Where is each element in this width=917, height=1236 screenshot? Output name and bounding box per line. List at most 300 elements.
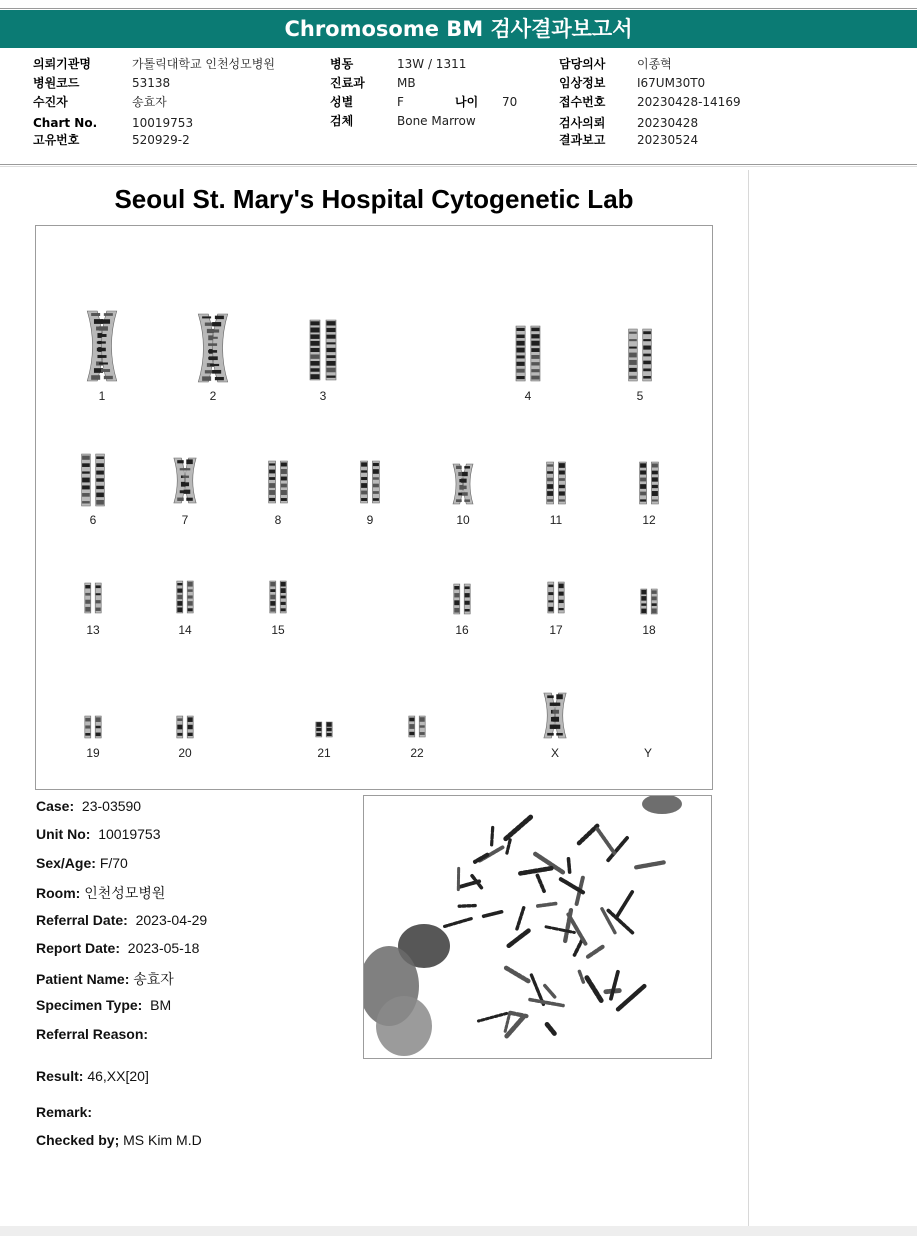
metaphase-chromosome (546, 927, 574, 933)
metaphase-chromosome (478, 1013, 506, 1021)
chromosome (547, 462, 554, 504)
chromosome-band (531, 355, 539, 359)
metaphase-chromosome (537, 904, 555, 906)
chromosome (555, 693, 566, 738)
metaphase-chromosome (530, 1000, 563, 1006)
chromosome-label-20: 20 (178, 746, 192, 760)
chromosome-band (373, 484, 379, 488)
metaphase-chromosome (579, 971, 584, 984)
chromosome-band (517, 369, 525, 373)
chromosome-band (209, 337, 218, 339)
top-rule (0, 8, 917, 9)
chromosome-band (101, 319, 110, 324)
room-row (36, 883, 165, 903)
chromosome-band (327, 722, 332, 727)
chromosome-band (311, 334, 320, 338)
chromosome-band (98, 334, 107, 337)
right-margin-rule (748, 170, 749, 1226)
chromosome-band (209, 356, 218, 360)
label-clinical-info: 임상정보 (559, 76, 606, 90)
specimen-type-row (36, 997, 171, 1013)
chromosome (372, 461, 379, 503)
chromosome-band (104, 376, 113, 379)
chromosome (463, 464, 473, 504)
chromosome-band (188, 589, 193, 592)
label-sex: 성별 (330, 95, 354, 109)
chromosome-band (641, 603, 646, 605)
chromosome-band (640, 478, 646, 482)
label-request-date: 검사의뢰 (559, 116, 606, 130)
value-department: MB (397, 76, 416, 90)
chromosome-pair-14 (177, 581, 193, 613)
metaphase-chromosome (568, 914, 585, 943)
chromosome (269, 461, 276, 503)
chromosome-band (82, 493, 90, 497)
chromosome-band (97, 348, 106, 352)
chromosome-band (85, 718, 90, 722)
chromosome (361, 461, 368, 503)
result-row (36, 1068, 149, 1084)
chromosome-band (559, 463, 565, 468)
chromosome-band (547, 695, 554, 698)
chromosome-band (98, 355, 107, 358)
chromosome-band (640, 484, 646, 489)
label-hospital-code: 병원코드 (33, 76, 80, 90)
chromosome-band (640, 470, 646, 474)
metaphase-chromosome (507, 840, 510, 853)
value-unique-id: 520929-2 (132, 133, 190, 147)
chromosome-band (547, 478, 553, 482)
chromosome-band (281, 463, 287, 467)
case-row (36, 798, 141, 814)
value-accession-no: 20230428-14169 (637, 95, 741, 109)
footer-bar (0, 1226, 917, 1236)
chromosome-band (629, 360, 637, 365)
metaphase-chromosome (597, 829, 614, 853)
chromosome-band (177, 733, 182, 736)
chromosome-band (559, 584, 564, 589)
referral-date-row (36, 912, 207, 928)
chromosome-pair-12 (640, 462, 659, 504)
chromosome-label-5: 5 (636, 389, 644, 403)
chromosome-label-1: 1 (98, 389, 106, 403)
chromosome-pair-19 (85, 716, 101, 738)
metaphase-chromosome (618, 986, 644, 1009)
chromosome-label-14: 14 (178, 623, 192, 637)
value-patient: 송효자 (132, 95, 167, 109)
chromosome-band (556, 694, 563, 699)
chromosome-band (517, 328, 525, 331)
metaphase-chromosome (545, 986, 555, 998)
chromosome-band (547, 499, 553, 501)
case-label: Case: (36, 798, 75, 814)
nucleus-blob (642, 796, 682, 814)
chromosome-band (461, 486, 467, 490)
chromosome-band (311, 348, 320, 352)
chromosome-band (183, 482, 190, 486)
chromosome-band (270, 595, 275, 600)
chromosome-band (652, 608, 657, 613)
label-department: 진료과 (330, 76, 365, 90)
chromosome-band (270, 601, 275, 606)
remark-row (36, 1104, 92, 1120)
metaphase-chromosome (636, 862, 663, 867)
chromosome-band (202, 316, 211, 318)
chromosome-label-13: 13 (86, 623, 100, 637)
chromosome (640, 462, 647, 504)
chromosome-band (85, 585, 90, 588)
label-patient: 수진자 (33, 95, 68, 109)
chromosome-band (85, 593, 90, 596)
chromosome-label-Y: Y (643, 746, 652, 760)
chromosome-band (96, 733, 101, 737)
metaphase-chromosome (537, 875, 544, 891)
label-chart-no: Chart No. (33, 116, 98, 130)
metaphase-chromosome (510, 1013, 526, 1016)
chromosome-band (281, 582, 286, 587)
chromosome-band (456, 499, 462, 502)
chromosome-pair-21 (316, 722, 332, 737)
chromosome-band (559, 491, 565, 495)
chromosome-band (82, 485, 90, 489)
chromosome-band (96, 493, 104, 498)
chromosome-band (629, 368, 637, 372)
chromosome-band (464, 466, 470, 468)
chromosome-band (327, 368, 336, 373)
label-result-report-date: 결과보고 (559, 133, 606, 147)
chromosome-band (91, 313, 100, 316)
report-date-label: Report Date: (36, 940, 121, 956)
chromosome-label-9: 9 (366, 513, 374, 527)
chromosome-pair-18 (641, 589, 657, 614)
chromosome-band (547, 471, 553, 474)
chromosome-pair-13 (85, 583, 101, 613)
metaphase-chromosome (575, 939, 583, 955)
metaphase-chromosome (547, 1024, 555, 1034)
metaphase-spread-panel (363, 795, 712, 1059)
chromosome-band (82, 463, 90, 467)
chromosome-band (548, 600, 553, 602)
metaphase-chromosome (517, 908, 524, 929)
chromosome-band (361, 462, 367, 466)
label-requesting-institution: 의뢰기관명 (33, 57, 91, 71)
chromosome-label-8: 8 (274, 513, 282, 527)
chromosome-band (327, 733, 332, 736)
chromosome-band (82, 456, 90, 460)
label-age: 나이 (455, 95, 479, 109)
chromosome (453, 464, 463, 504)
chromosome-band (409, 732, 414, 735)
chromosome-band (96, 486, 104, 489)
metaphase-chromosome (587, 947, 602, 957)
chromosome-label-19: 19 (86, 746, 100, 760)
chromosome-band (96, 585, 101, 588)
chromosome-band (547, 491, 553, 496)
chromosome-band (531, 369, 539, 372)
chromosome-band (316, 722, 321, 727)
chromosome-band (640, 492, 646, 496)
chromosome-band (456, 466, 462, 469)
metaphase-spread-image (364, 796, 711, 1058)
chromosome-pair-15 (270, 581, 286, 613)
chromosome-band (517, 355, 525, 358)
unit-no-row (36, 826, 161, 842)
value-ward: 13W / 1311 (397, 57, 467, 71)
chromosome-band (96, 600, 101, 603)
karyogram-panel (35, 225, 713, 790)
value-result-report-date: 20230524 (637, 133, 699, 147)
value-chart-no: 10019753 (132, 116, 194, 130)
chromosome-band (91, 375, 100, 380)
chromosome-band (517, 362, 525, 366)
chromosome-band (629, 347, 637, 349)
chromosome-band (281, 484, 287, 488)
chromosome-band (188, 733, 193, 736)
chromosome-band (554, 703, 561, 706)
chromosome-band (462, 472, 468, 476)
report-banner-title: Chromosome BM 검사결과보고서 (0, 10, 917, 48)
chromosome-band (177, 725, 182, 730)
metaphase-chromosome (506, 817, 531, 839)
chromosome-band (316, 733, 321, 736)
case-value: 23-03590 (81, 798, 142, 814)
chromosome-pair-22 (409, 716, 425, 737)
chromosome-band (517, 376, 525, 379)
header-divider (0, 164, 917, 165)
chromosome-band (643, 331, 651, 334)
chromosome-band (641, 590, 646, 595)
chromosome-band (559, 592, 564, 596)
patient-name-row (36, 969, 174, 989)
chromosome-band (311, 328, 320, 333)
metaphase-chromosome (506, 968, 529, 981)
chromosome-band (531, 376, 539, 380)
chromosome-band (316, 728, 321, 731)
chromosome-band (517, 341, 525, 346)
metaphase-chromosome (459, 906, 475, 907)
metaphase-chromosome (579, 826, 597, 843)
chromosome-band (465, 593, 470, 597)
chromosome-band (177, 601, 182, 606)
chromosome-label-10: 10 (456, 513, 470, 527)
label-accession-no: 접수번호 (559, 95, 606, 109)
chromosome-band (311, 354, 320, 358)
metaphase-chromosome (508, 931, 528, 947)
chromosome-band (559, 600, 564, 603)
chromosome-band (554, 725, 561, 729)
chromosome-band (82, 478, 90, 483)
chromosome-band (548, 585, 553, 588)
chromosome-band (212, 322, 221, 326)
chromosome-band (311, 374, 320, 379)
checked-by-value: MS Kim M.D (123, 1132, 202, 1148)
chromosome-label-12: 12 (642, 513, 656, 527)
chromosome-label-7: 7 (181, 513, 189, 527)
chromosome-band (96, 593, 101, 595)
chromosome-band (177, 718, 182, 721)
chromosome-band (640, 463, 646, 467)
chromosome-band (327, 376, 336, 378)
chromosome-band (652, 477, 658, 481)
chromosome-band (269, 470, 275, 474)
chromosome-band (643, 354, 651, 357)
chromosome-band (643, 376, 651, 379)
chromosome-label-X: X (550, 746, 559, 760)
chromosome-band (629, 353, 637, 358)
chromosome-band (327, 728, 332, 731)
sex-age-label: Sex/Age: (36, 855, 96, 871)
chromosome-band (96, 463, 104, 467)
chromosome-pair-8 (269, 461, 288, 503)
chromosome-band (96, 478, 104, 481)
chromosome-band (96, 471, 104, 475)
referral-reason-row (36, 1026, 148, 1042)
chromosome-band (531, 328, 539, 332)
label-ward: 병동 (330, 57, 354, 71)
chromosome-band (547, 733, 554, 736)
chromosome-band (327, 328, 336, 332)
chromosome-band (373, 463, 379, 466)
chromosome-band (373, 469, 379, 474)
chromosome-band (184, 468, 191, 470)
chromosome-band (548, 592, 553, 595)
value-age: 70 (502, 95, 518, 109)
metaphase-chromosome (505, 1013, 510, 1031)
chromosome-band (311, 368, 320, 371)
chromosome-band (373, 477, 379, 480)
karyogram-image (36, 226, 712, 789)
chromosome-band (409, 718, 414, 722)
patient-name-value: 송효자 (133, 971, 174, 987)
chromosome-band (188, 601, 193, 606)
value-request-date: 20230428 (637, 116, 699, 130)
chromosome-band (464, 499, 470, 501)
chromosome-band (177, 460, 184, 463)
value-sex: F (397, 95, 404, 109)
chromosome-band (188, 608, 193, 611)
chromosome-label-6: 6 (89, 513, 97, 527)
chromosome-band (559, 485, 565, 488)
chromosome-pair-16 (454, 584, 470, 614)
chromosome-pair-6 (82, 454, 105, 506)
chromosome-band (420, 725, 425, 727)
chromosome-band (281, 477, 287, 481)
chromosome-band (641, 609, 646, 614)
chromosome-band (643, 346, 651, 350)
chromosome-label-22: 22 (410, 746, 424, 760)
chromosome-band (184, 490, 191, 494)
metaphase-chromosome (587, 978, 602, 1003)
chromosome-band (281, 469, 287, 474)
chromosome-band (327, 321, 336, 325)
chromosome-band (454, 600, 459, 605)
nucleus-blob (376, 996, 432, 1056)
metaphase-chromosome (445, 919, 472, 927)
chromosome-label-3: 3 (319, 389, 327, 403)
chromosome-pair-1 (87, 311, 117, 381)
metaphase-chromosome (568, 859, 569, 873)
chromosome-band (281, 588, 286, 593)
chromosome-band (327, 355, 336, 358)
referral-date-value: 2023-04-29 (135, 912, 208, 928)
sex-age-row (36, 855, 128, 871)
chromosome-band (96, 456, 104, 459)
chromosome-band (559, 499, 565, 501)
chromosome-band (553, 710, 560, 714)
chromosome-band (629, 339, 637, 341)
chromosome-band (202, 376, 211, 380)
chromosome-band (85, 725, 90, 728)
chromosome-band (85, 607, 90, 612)
chromosome-pair-10 (453, 464, 473, 504)
chromosome-band (269, 483, 275, 488)
chromosome-band (281, 596, 286, 599)
chromosome-band (361, 491, 367, 495)
chromosome-pair-17 (548, 582, 564, 613)
chromosome (516, 326, 525, 381)
chromosome-band (629, 332, 637, 334)
value-attending-physician: 이종혁 (637, 57, 672, 71)
chromosome-label-11: 11 (549, 513, 563, 527)
result-value: 46,XX[20] (87, 1068, 149, 1084)
chromosome-band (373, 491, 379, 494)
chromosome-band (96, 717, 101, 722)
chromosome-band (186, 459, 193, 464)
chromosome-band (281, 490, 287, 495)
chromosome-band (643, 361, 651, 365)
chromosome-band (420, 732, 425, 735)
referral-date-label: Referral Date: (36, 912, 128, 928)
chromosome-band (269, 498, 275, 501)
report-date-value: 2023-05-18 (127, 940, 200, 956)
metaphase-chromosome (484, 912, 502, 916)
chromosome-band (461, 479, 467, 483)
chromosome-band (183, 476, 190, 478)
chromosome-band (548, 607, 553, 612)
chromosome-band (104, 313, 113, 316)
chromosome-pair-5 (629, 329, 652, 381)
chromosome-band (177, 588, 182, 592)
chromosome-band (420, 717, 425, 722)
chromosome-band (311, 321, 320, 325)
chromosome-band (465, 609, 470, 611)
specimen-type-value: BM (150, 997, 172, 1013)
chromosome-band (454, 608, 459, 613)
chromosome-band (270, 589, 275, 592)
chromosome-pair-20 (177, 716, 193, 738)
chromosome-band (186, 498, 193, 501)
chromosome-band (210, 329, 219, 332)
chromosome-band (652, 491, 658, 496)
chromosome-band (215, 316, 224, 319)
chromosome-band (188, 717, 193, 722)
chromosome-label-2: 2 (209, 389, 217, 403)
chromosome-band (99, 362, 108, 364)
chromosome-band (629, 376, 637, 379)
referral-reason-label: Referral Reason: (36, 1026, 149, 1042)
chromosome-band (85, 600, 90, 604)
value-requesting-institution: 가톨릭대학교 인천성모병원 (132, 57, 275, 71)
metaphase-chromosome (520, 868, 551, 873)
chromosome (280, 461, 287, 503)
chromosome-band (208, 343, 217, 346)
chromosome-band (327, 361, 336, 366)
chromosome-band (270, 608, 275, 612)
chromosome-band (547, 464, 553, 466)
chromosome-band (96, 500, 104, 505)
header-divider-shadow (0, 166, 917, 167)
chromosome-band (556, 733, 563, 736)
